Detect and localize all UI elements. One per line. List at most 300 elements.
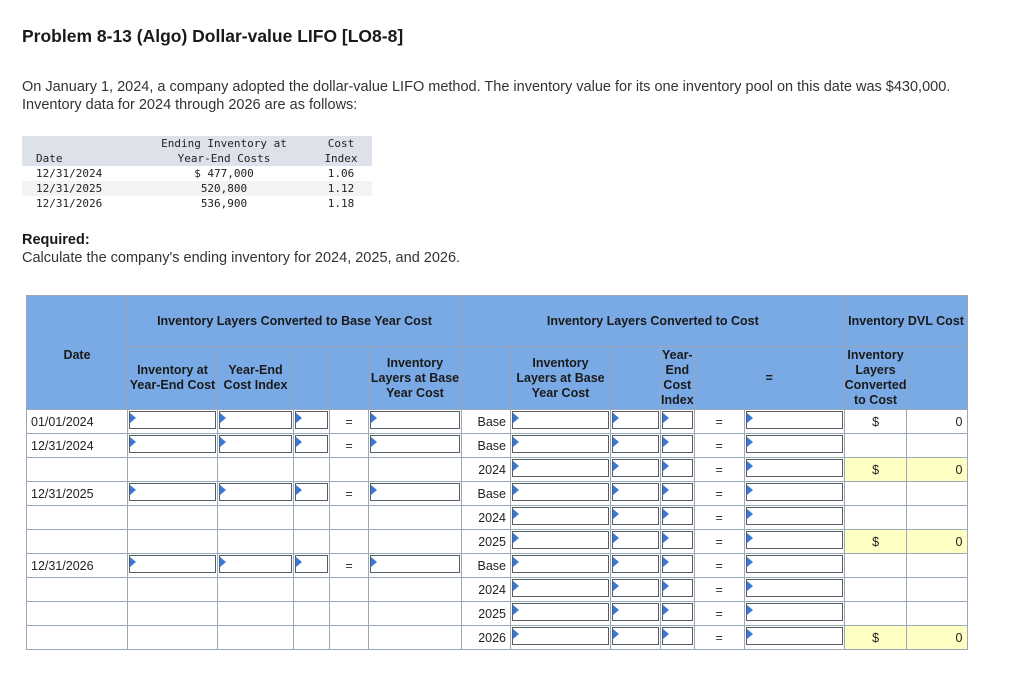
cell-blank — [907, 434, 968, 458]
row-date: 12/31/2024 — [27, 434, 128, 458]
layer-at-base-input[interactable] — [512, 531, 609, 549]
page-title: Problem 8-13 (Algo) Dollar-value LIFO [LO8-8] — [22, 26, 404, 46]
layer-index-input-wrap — [611, 603, 660, 625]
layer-at-base-input[interactable] — [512, 579, 609, 597]
header-inventory-year-end-cost: Inventory at Year-End Cost — [128, 347, 218, 410]
given-header-inventory — [138, 136, 310, 166]
cell-blank — [294, 530, 330, 554]
header-year-end-cost-index-2: Year-End Cost Index — [661, 347, 695, 410]
worksheet-row — [27, 554, 968, 578]
layer-index-input-wrap — [611, 531, 660, 553]
layer-index-input[interactable] — [612, 627, 659, 645]
cell-layer-index-2 — [661, 578, 695, 602]
cell-blank — [369, 602, 462, 626]
row-date: 12/31/2026 — [27, 554, 128, 578]
header-dvl-empty — [907, 347, 968, 410]
cell-layer-at-base — [511, 506, 611, 530]
layer-index-input-wrap — [611, 507, 660, 529]
cell-blank — [907, 602, 968, 626]
worksheet-row — [27, 578, 968, 602]
layer-index-input[interactable] — [612, 411, 659, 429]
problem-intro: On January 1, 2024, a company adopted the dollar-value LIFO method. The inventory value for its one inventory pool on this date was $430,000. Inventory data for 2024 through 2026 are as follows: — [22, 79, 951, 113]
dvl-value: 0 — [907, 530, 968, 554]
cell-year-end-index — [218, 410, 294, 434]
cell-layer-index-2 — [661, 458, 695, 482]
year-end-index-select[interactable] — [295, 555, 328, 573]
layers-base-year-input-wrap — [369, 483, 461, 505]
cell-layer-index-2 — [661, 506, 695, 530]
answer-worksheet — [26, 295, 968, 650]
cell-blank — [294, 578, 330, 602]
equals-sign: = — [694, 554, 744, 578]
cell-inventory-year-end — [128, 410, 218, 434]
cell-blank — [330, 530, 369, 554]
header-group-cost: Inventory Layers Converted to Cost — [462, 296, 845, 347]
layer-converted-input[interactable] — [746, 531, 843, 549]
worksheet-row — [27, 482, 968, 506]
cell-layers-base-year — [369, 482, 462, 506]
layer-converted-input[interactable] — [746, 603, 843, 621]
cell-layer-index — [611, 482, 661, 506]
worksheet-row — [27, 530, 968, 554]
equals-sign: = — [694, 602, 744, 626]
layer-at-base-input-wrap — [511, 579, 610, 601]
year-end-index-select-wrap — [294, 411, 329, 433]
layer-index-input-2[interactable] — [662, 411, 693, 429]
cell-blank — [369, 458, 462, 482]
cell-layers-base-year — [369, 434, 462, 458]
cell-layers-base-year — [369, 410, 462, 434]
cell-blank — [844, 506, 907, 530]
layer-index-input-2-wrap — [661, 435, 694, 457]
year-end-index-input[interactable] — [219, 411, 292, 429]
given-header-inventory-line1: Ending Inventory at — [161, 137, 287, 150]
cell-blank — [907, 482, 968, 506]
row-date: 12/31/2025 — [27, 482, 128, 506]
equals-sign: = — [694, 506, 744, 530]
layer-index-input-2-wrap — [661, 531, 694, 553]
cell-layer-at-base — [511, 434, 611, 458]
inventory-year-end-input[interactable] — [129, 555, 216, 573]
worksheet-row — [27, 458, 968, 482]
worksheet-row — [27, 410, 968, 434]
given-inventory: 520,800 — [138, 181, 310, 196]
layer-at-base-input[interactable] — [512, 435, 609, 453]
equals-sign: = — [694, 626, 744, 650]
layer-year-label: 2025 — [462, 602, 511, 626]
year-end-index-input-wrap — [218, 555, 293, 577]
row-date — [27, 530, 128, 554]
cell-blank — [330, 578, 369, 602]
layers-base-year-input[interactable] — [370, 555, 460, 573]
layer-at-base-input-wrap — [511, 411, 610, 433]
cell-layer-index — [611, 602, 661, 626]
equals-sign: = — [694, 434, 744, 458]
layer-at-base-input-wrap — [511, 531, 610, 553]
cell-layer-index-2 — [661, 554, 695, 578]
layer-converted-input-wrap — [745, 507, 844, 529]
layer-at-base-input-wrap — [511, 435, 610, 457]
layer-converted-input-wrap — [745, 579, 844, 601]
layers-base-year-input-wrap — [369, 435, 461, 457]
given-row — [22, 181, 372, 196]
header-year-end-cost-index-label: Year-End Cost Index — [218, 347, 294, 410]
header-spacer-2 — [611, 347, 661, 410]
cell-blank — [128, 602, 218, 626]
cell-blank — [128, 578, 218, 602]
cell-layer-converted — [744, 578, 844, 602]
row-date — [27, 578, 128, 602]
header-dvl-cost: Inventory DVL Cost — [844, 296, 968, 347]
cell-blank — [294, 602, 330, 626]
layer-converted-input[interactable] — [746, 411, 843, 429]
cell-year-end-index-2 — [294, 482, 330, 506]
layer-at-base-input[interactable] — [512, 603, 609, 621]
cell-blank — [128, 458, 218, 482]
dvl-value: 0 — [907, 626, 968, 650]
cell-blank — [218, 602, 294, 626]
year-end-index-select-wrap — [294, 555, 329, 577]
year-end-index-input-wrap — [218, 483, 293, 505]
layer-index-input-2[interactable] — [662, 459, 693, 477]
row-date — [27, 506, 128, 530]
cell-blank — [330, 602, 369, 626]
cell-layer-converted — [744, 482, 844, 506]
year-end-index-input[interactable] — [219, 555, 292, 573]
layers-base-year-input[interactable] — [370, 483, 460, 501]
layer-converted-input[interactable] — [746, 555, 843, 573]
layer-at-base-input-wrap — [511, 603, 610, 625]
layer-index-input-2[interactable] — [662, 435, 693, 453]
cell-layer-at-base — [511, 410, 611, 434]
layer-index-input-wrap — [611, 435, 660, 457]
header-spacer-layer — [462, 347, 511, 410]
year-end-index-select[interactable] — [295, 483, 328, 501]
layer-at-base-input[interactable] — [512, 459, 609, 477]
equals-sign: = — [694, 458, 744, 482]
equals-sign: = — [694, 482, 744, 506]
layer-index-input-2[interactable] — [662, 531, 693, 549]
cell-blank — [128, 626, 218, 650]
cell-blank — [218, 626, 294, 650]
cell-blank — [844, 602, 907, 626]
cell-inventory-year-end — [128, 434, 218, 458]
worksheet-row — [27, 626, 968, 650]
dollar-sign: $ — [844, 626, 907, 650]
layer-year-label: Base — [462, 434, 511, 458]
cell-blank — [844, 482, 907, 506]
cell-inventory-year-end — [128, 482, 218, 506]
cell-layer-at-base — [511, 578, 611, 602]
row-date — [27, 626, 128, 650]
cell-layer-index — [611, 410, 661, 434]
inventory-year-end-input-wrap — [128, 483, 217, 505]
given-date: 12/31/2026 — [22, 196, 138, 211]
layer-at-base-input-wrap — [511, 483, 610, 505]
given-header-index-line1: Cost — [327, 137, 355, 150]
layer-index-input-wrap — [611, 483, 660, 505]
given-header-index — [310, 136, 372, 166]
cell-blank — [218, 506, 294, 530]
layer-index-input[interactable] — [612, 555, 659, 573]
layer-at-base-input[interactable] — [512, 411, 609, 429]
layer-converted-input-wrap — [745, 555, 844, 577]
cell-blank — [330, 626, 369, 650]
inventory-year-end-input[interactable] — [129, 411, 216, 429]
layer-index-input-2-wrap — [661, 603, 694, 625]
cell-layer-index-2 — [661, 530, 695, 554]
layer-year-label: 2024 — [462, 506, 511, 530]
row-date: 01/01/2024 — [27, 410, 128, 434]
dvl-value: 0 — [907, 410, 968, 434]
cell-layer-index — [611, 554, 661, 578]
layer-converted-input-wrap — [745, 459, 844, 481]
layer-year-label: Base — [462, 554, 511, 578]
cell-layer-at-base — [511, 626, 611, 650]
cell-layer-converted — [744, 626, 844, 650]
equals-sign: = — [330, 554, 369, 578]
given-header-date: Date — [22, 136, 138, 166]
layers-base-year-input[interactable] — [370, 411, 460, 429]
equals-sign: = — [694, 410, 744, 434]
given-header-inventory-line2: Year-End Costs — [177, 152, 271, 165]
layer-index-input-2-wrap — [661, 627, 694, 649]
year-end-index-input[interactable] — [219, 483, 292, 501]
cell-layer-index — [611, 530, 661, 554]
cell-blank — [369, 506, 462, 530]
inventory-year-end-input-wrap — [128, 555, 217, 577]
given-inventory: 536,900 — [138, 196, 310, 211]
given-index: 1.12 — [310, 181, 372, 196]
layers-base-year-input-wrap — [369, 411, 461, 433]
cell-layer-converted — [744, 458, 844, 482]
year-end-index-select[interactable] — [295, 435, 328, 453]
layers-base-year-input-wrap — [369, 555, 461, 577]
year-end-index-input[interactable] — [219, 435, 292, 453]
layer-year-label: 2026 — [462, 626, 511, 650]
layer-at-base-input[interactable] — [512, 507, 609, 525]
layer-index-input[interactable] — [612, 531, 659, 549]
cell-blank — [294, 458, 330, 482]
cell-layer-index — [611, 458, 661, 482]
cell-blank — [844, 434, 907, 458]
header-equals: = — [694, 347, 844, 410]
cell-blank — [218, 458, 294, 482]
cell-layer-at-base — [511, 554, 611, 578]
cell-layer-at-base — [511, 602, 611, 626]
year-end-index-select[interactable] — [295, 411, 328, 429]
cell-layer-index — [611, 434, 661, 458]
cell-layer-index-2 — [661, 482, 695, 506]
cell-blank — [330, 506, 369, 530]
header-layers-base-year: Inventory Layers at Base Year Cost — [369, 347, 462, 410]
layer-at-base-input[interactable] — [512, 555, 609, 573]
layer-at-base-input[interactable] — [512, 483, 609, 501]
layer-converted-input-wrap — [745, 627, 844, 649]
worksheet-row — [27, 506, 968, 530]
year-end-index-input-wrap — [218, 411, 293, 433]
layer-converted-input-wrap — [745, 411, 844, 433]
cell-blank — [294, 626, 330, 650]
layer-index-input[interactable] — [612, 603, 659, 621]
cell-layer-at-base — [511, 530, 611, 554]
equals-sign: = — [694, 530, 744, 554]
cell-blank — [218, 578, 294, 602]
cell-layer-converted — [744, 506, 844, 530]
layer-index-input-2[interactable] — [662, 603, 693, 621]
layer-index-input-2[interactable] — [662, 555, 693, 573]
layer-index-input[interactable] — [612, 435, 659, 453]
cell-blank — [128, 506, 218, 530]
layer-index-input-wrap — [611, 579, 660, 601]
cell-layer-index-2 — [661, 434, 695, 458]
layer-year-label: 2024 — [462, 458, 511, 482]
given-header-index-line2: Index — [324, 152, 358, 165]
layer-converted-input-wrap — [745, 603, 844, 625]
given-inventory: $ 477,000 — [138, 166, 310, 181]
given-date: 12/31/2025 — [22, 181, 138, 196]
cell-blank — [294, 506, 330, 530]
dollar-sign: $ — [844, 530, 907, 554]
equals-sign: = — [330, 482, 369, 506]
cell-blank — [844, 554, 907, 578]
layer-index-input-2[interactable] — [662, 507, 693, 525]
header-year-end-cost-index — [294, 347, 330, 410]
layer-index-input-2-wrap — [661, 579, 694, 601]
dollar-sign: $ — [844, 410, 907, 434]
given-date: 12/31/2024 — [22, 166, 138, 181]
header-layers-converted: Inventory Layers Converted to Cost — [844, 347, 907, 410]
required-text: Calculate the company's ending inventory for 2024, 2025, and 2026. — [22, 250, 461, 266]
layer-converted-input[interactable] — [746, 579, 843, 597]
row-date — [27, 602, 128, 626]
required-heading: Required: — [22, 232, 90, 248]
cell-layer-at-base — [511, 482, 611, 506]
given-index: 1.06 — [310, 166, 372, 181]
cell-layer-converted — [744, 602, 844, 626]
cell-blank — [369, 626, 462, 650]
layer-index-input-2-wrap — [661, 411, 694, 433]
layer-index-input-wrap — [611, 411, 660, 433]
layer-converted-input-wrap — [745, 435, 844, 457]
layer-at-base-input[interactable] — [512, 627, 609, 645]
inventory-year-end-input-wrap — [128, 435, 217, 457]
cell-layer-index-2 — [661, 602, 695, 626]
cell-layer-converted — [744, 530, 844, 554]
year-end-index-select-wrap — [294, 435, 329, 457]
cell-blank — [369, 530, 462, 554]
cell-year-end-index-2 — [294, 410, 330, 434]
inventory-year-end-input-wrap — [128, 411, 217, 433]
inventory-year-end-input[interactable] — [129, 483, 216, 501]
header-date: Date — [27, 296, 128, 410]
layer-index-input-wrap — [611, 627, 660, 649]
given-data-table — [22, 136, 372, 211]
cell-blank — [330, 458, 369, 482]
dvl-value: 0 — [907, 458, 968, 482]
cell-blank — [369, 578, 462, 602]
layer-index-input[interactable] — [612, 507, 659, 525]
cell-blank — [907, 506, 968, 530]
layer-index-input[interactable] — [612, 459, 659, 477]
layer-index-input-2-wrap — [661, 555, 694, 577]
layer-at-base-input-wrap — [511, 627, 610, 649]
given-index: 1.18 — [310, 196, 372, 211]
layer-converted-input[interactable] — [746, 459, 843, 477]
cell-year-end-index — [218, 554, 294, 578]
layer-index-input-2[interactable] — [662, 627, 693, 645]
layer-year-label: Base — [462, 482, 511, 506]
layer-index-input-2[interactable] — [662, 483, 693, 501]
layer-at-base-input-wrap — [511, 555, 610, 577]
equals-sign: = — [694, 578, 744, 602]
cell-layers-base-year — [369, 554, 462, 578]
cell-layer-index — [611, 626, 661, 650]
given-row — [22, 166, 372, 181]
dollar-sign: $ — [844, 458, 907, 482]
cell-blank — [907, 554, 968, 578]
worksheet-row — [27, 434, 968, 458]
cell-layer-converted — [744, 554, 844, 578]
year-end-index-select-wrap — [294, 483, 329, 505]
layer-index-input-2-wrap — [661, 507, 694, 529]
layer-index-input-2-wrap — [661, 459, 694, 481]
layer-index-input-2-wrap — [661, 483, 694, 505]
layer-index-input-2[interactable] — [662, 579, 693, 597]
layer-year-label: 2025 — [462, 530, 511, 554]
header-group-base-year: Inventory Layers Converted to Base Year Cost — [128, 296, 462, 347]
layer-converted-input[interactable] — [746, 627, 843, 645]
cell-layer-converted — [744, 434, 844, 458]
cell-layer-index — [611, 506, 661, 530]
layer-converted-input-wrap — [745, 483, 844, 505]
cell-blank — [844, 578, 907, 602]
inventory-year-end-input[interactable] — [129, 435, 216, 453]
cell-layer-index — [611, 578, 661, 602]
cell-blank — [907, 578, 968, 602]
layer-index-input[interactable] — [612, 483, 659, 501]
cell-year-end-index — [218, 482, 294, 506]
layer-converted-input[interactable] — [746, 483, 843, 501]
layer-at-base-input-wrap — [511, 507, 610, 529]
row-date — [27, 458, 128, 482]
year-end-index-input-wrap — [218, 435, 293, 457]
header-layers-at-base: Inventory Layers at Base Year Cost — [511, 347, 611, 410]
cell-year-end-index-2 — [294, 554, 330, 578]
layer-converted-input-wrap — [745, 531, 844, 553]
layer-converted-input[interactable] — [746, 435, 843, 453]
given-row — [22, 196, 372, 211]
layer-year-label: Base — [462, 410, 511, 434]
layers-base-year-input[interactable] — [370, 435, 460, 453]
cell-blank — [218, 530, 294, 554]
cell-layer-index-2 — [661, 410, 695, 434]
layer-index-input-wrap — [611, 555, 660, 577]
layer-year-label: 2024 — [462, 578, 511, 602]
equals-sign: = — [330, 410, 369, 434]
worksheet-row — [27, 602, 968, 626]
layer-converted-input[interactable] — [746, 507, 843, 525]
layer-index-input-wrap — [611, 459, 660, 481]
cell-layer-index-2 — [661, 626, 695, 650]
cell-layer-converted — [744, 410, 844, 434]
cell-year-end-index — [218, 434, 294, 458]
equals-sign: = — [330, 434, 369, 458]
header-spacer — [330, 347, 369, 410]
cell-year-end-index-2 — [294, 434, 330, 458]
layer-index-input[interactable] — [612, 579, 659, 597]
cell-inventory-year-end — [128, 554, 218, 578]
